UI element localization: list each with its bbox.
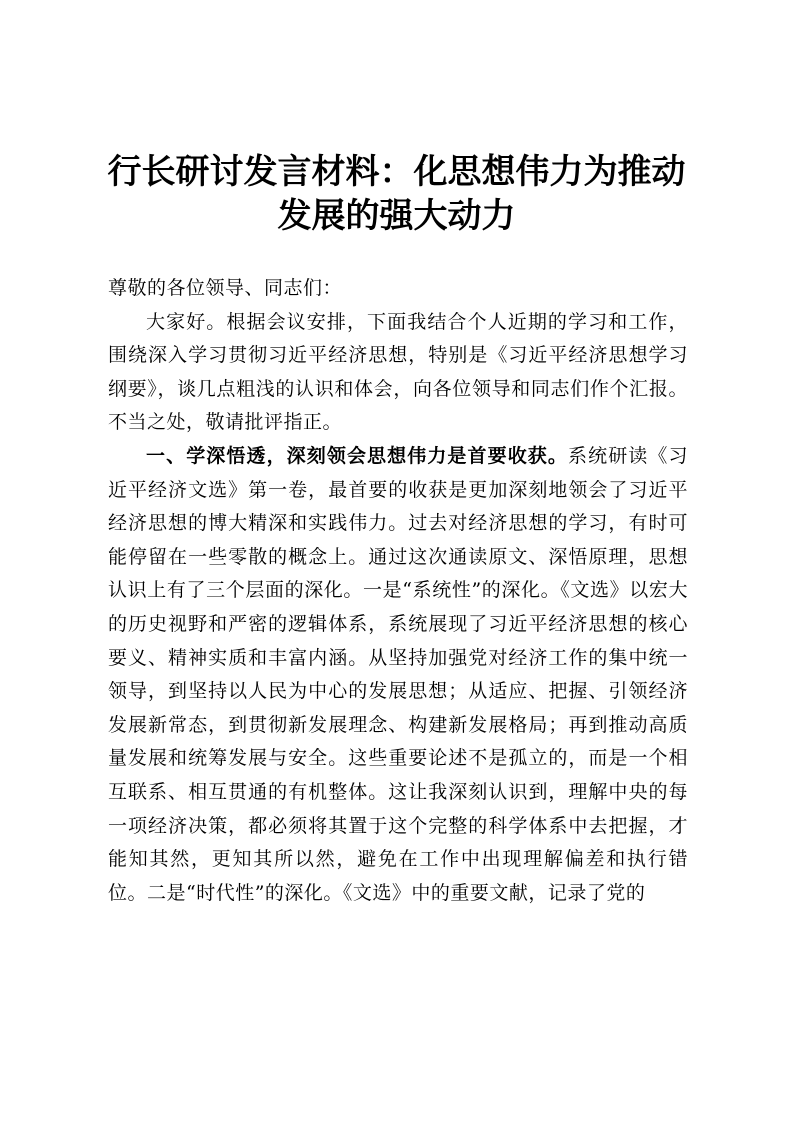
title-line-1: 行长研讨发言材料：化思想伟力为推动 xyxy=(107,152,686,192)
title-line-2: 发展的强大动力 xyxy=(277,196,516,236)
section-1-text: 系统研读《习近平经济文选》第一卷，最首要的收获是更加深刻地领会了习近平经济思想的博大精深和实践伟力。过去对经济思想的学习，有时可能停留在一些零散的概念上。通过这次通读原文、深悟原理，思想认识上有了三个层面的深化。一是“系统性”的深化。《文选》以宏大的历史视野和严密的逻辑体系，系统展现了习近平经济思想的核心要义、精神实质和丰富内涵。从坚持加强党对经济工作的集中统一领导，到坚持以人民为中心的发展思想；从适应、把握、引领经济发展新常态，到贯彻新发展理念、构建新发展格局；再到推动高质量发展和统筹发展与安全。这些重要论述不是孤立的，而是一个相互联系、相互贯通的有机整体。这让我深刻认识到，理解中央的每一项经济决策，都必须将其置于这个完整的科学体系中去把握，才能知其然，更知其所以然，避免在工作中出现理解偏差和执行错位。二是“时代性”的深化。《文选》中的重要文献，记录了党的 xyxy=(108,444,688,904)
salutation: 尊敬的各位领导、同志们： xyxy=(108,277,343,299)
paragraph-intro: 大家好。根据会议安排，下面我结合个人近期的学习和工作，围绕深入学习贯彻习近平经济思想，特别是《习近平经济思想学习纲要》，谈几点粗浅的认识和体会，向各位领导和同志们作个汇报。不当之处，敬请批评指正。 xyxy=(108,310,688,434)
document-body xyxy=(108,272,688,910)
section-1-heading: 一、学深悟透，深刻领会思想伟力是首要收获。 xyxy=(146,444,568,467)
paragraph-section-1 xyxy=(108,440,688,910)
document-title xyxy=(100,150,693,238)
